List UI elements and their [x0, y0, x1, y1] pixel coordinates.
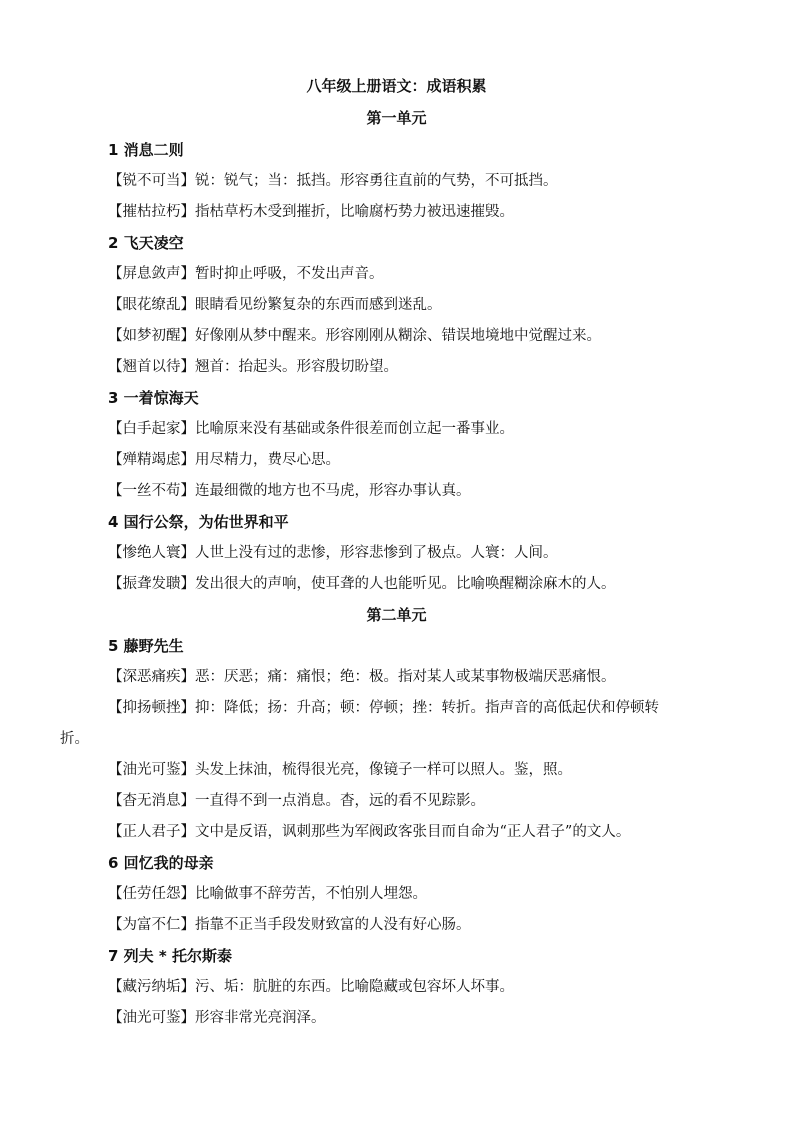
idiom-definition: 指枯草朽木受到摧折，比喻腐朽势力被迅速摧毁。: [195, 204, 514, 220]
idiom-entry: [108, 1008, 728, 1028]
idiom-term: 【惨绝人寰】: [108, 545, 195, 561]
idiom-entry: [108, 574, 728, 594]
idiom-definition: 连最细微的地方也不马虎，形容办事认真。: [195, 483, 471, 499]
idiom-entry: [108, 791, 728, 811]
idiom-term: 【任劳任怨】: [108, 886, 195, 902]
idiom-term: 【一丝不苟】: [108, 483, 195, 499]
idiom-definition: 一直得不到一点消息。杳，远的看不见踪影。: [195, 793, 485, 809]
idiom-entry: [108, 543, 728, 563]
idiom-entry: [108, 264, 728, 284]
idiom-definition: 文中是反语，讽刺那些为军阀政客张目而自命为“正人君子”的文人。: [195, 824, 631, 840]
idiom-entry: [108, 450, 728, 470]
unit-heading: 第二单元: [366, 606, 427, 624]
idiom-definition: 指靠不正当手段发财致富的人没有好心肠。: [195, 917, 471, 933]
idiom-entry: [108, 698, 728, 718]
idiom-term: 【眼花缭乱】: [108, 297, 195, 313]
idiom-term: 【翘首以待】: [108, 359, 195, 375]
idiom-definition: 抑：降低；扬：升高；顿：停顿；挫：转折。指声音的高低起伏和停顿转: [195, 700, 659, 716]
idiom-definition: 比喻原来没有基础或条件很差而创立起一番事业。: [195, 421, 514, 437]
idiom-entry: [108, 977, 728, 997]
idiom-term: 【抑扬顿挫】: [108, 700, 195, 716]
lesson-title: 4 国行公祭，为佑世界和平: [108, 513, 289, 531]
idiom-definition-continuation: 折。: [60, 731, 89, 747]
idiom-definition: 人世上没有过的悲惨，形容悲惨到了极点。人寰：人间。: [195, 545, 558, 561]
idiom-entry: [108, 667, 728, 687]
idiom-entry: [108, 419, 728, 439]
idiom-term: 【殚精竭虑】: [108, 452, 195, 468]
idiom-term: 【摧枯拉朽】: [108, 204, 195, 220]
idiom-definition: 恶：厌恶；痛：痛恨；绝：极。指对某人或某事物极端厌恶痛恨。: [195, 669, 616, 685]
idiom-entry: [108, 915, 728, 935]
idiom-definition: 发出很大的声响，使耳聋的人也能听见。比喻唤醒糊涂麻木的人。: [195, 576, 616, 592]
idiom-term: 【正人君子】: [108, 824, 195, 840]
idiom-definition: 眼睛看见纷繁复杂的东西而感到迷乱。: [195, 297, 442, 313]
lesson-title: 7 列夫 * 托尔斯泰: [108, 947, 232, 965]
idiom-definition: 翘首：抬起头。形容殷切盼望。: [195, 359, 398, 375]
idiom-term: 【油光可鉴】: [108, 1010, 195, 1026]
idiom-entry: [108, 481, 728, 501]
idiom-term: 【油光可鉴】: [108, 762, 195, 778]
idiom-term: 【如梦初醒】: [108, 328, 195, 344]
idiom-entry: [108, 760, 728, 780]
idiom-definition: 形容非常光亮润泽。: [195, 1010, 326, 1026]
idiom-definition: 比喻做事不辞劳苦，不怕别人埋怨。: [195, 886, 427, 902]
idiom-entry: [108, 822, 728, 842]
lesson-title: 1 消息二则: [108, 141, 184, 159]
idiom-term: 【深恶痛疾】: [108, 669, 195, 685]
idiom-term: 【为富不仁】: [108, 917, 195, 933]
unit-heading: 第一单元: [366, 109, 427, 127]
idiom-definition: 用尽精力，费尽心思。: [195, 452, 340, 468]
idiom-term: 【锐不可当】: [108, 173, 195, 189]
idiom-term: 【白手起家】: [108, 421, 195, 437]
idiom-definition: 污、垢：肮脏的东西。比喻隐藏或包容坏人坏事。: [195, 979, 514, 995]
idiom-term: 【杳无消息】: [108, 793, 195, 809]
lesson-title: 3 一着惊海天: [108, 389, 199, 407]
idiom-entry: [108, 357, 728, 377]
idiom-entry: [108, 202, 728, 222]
document-title: 八年级上册语文：成语积累: [306, 77, 487, 95]
idiom-definition: 头发上抹油，梳得很光亮，像镜子一样可以照人。鉴，照。: [195, 762, 572, 778]
idiom-entry: [108, 295, 728, 315]
idiom-definition: 暂时抑止呼吸，不发出声音。: [195, 266, 384, 282]
lesson-title: 6 回忆我的母亲: [108, 854, 214, 872]
idiom-entry: [108, 884, 728, 904]
idiom-term: 【藏污纳垢】: [108, 979, 195, 995]
idiom-definition: 好像刚从梦中醒来。形容刚刚从糊涂、错误地境地中觉醒过来。: [195, 328, 601, 344]
idiom-term: 【屏息敛声】: [108, 266, 195, 282]
idiom-definition: 锐：锐气；当：抵挡。形容勇往直前的气势，不可抵挡。: [195, 173, 558, 189]
idiom-entry: [108, 326, 728, 346]
lesson-title: 2 飞天凌空: [108, 234, 184, 252]
idiom-entry: [108, 171, 728, 191]
lesson-title: 5 藤野先生: [108, 637, 184, 655]
idiom-term: 【振聋发聩】: [108, 576, 195, 592]
